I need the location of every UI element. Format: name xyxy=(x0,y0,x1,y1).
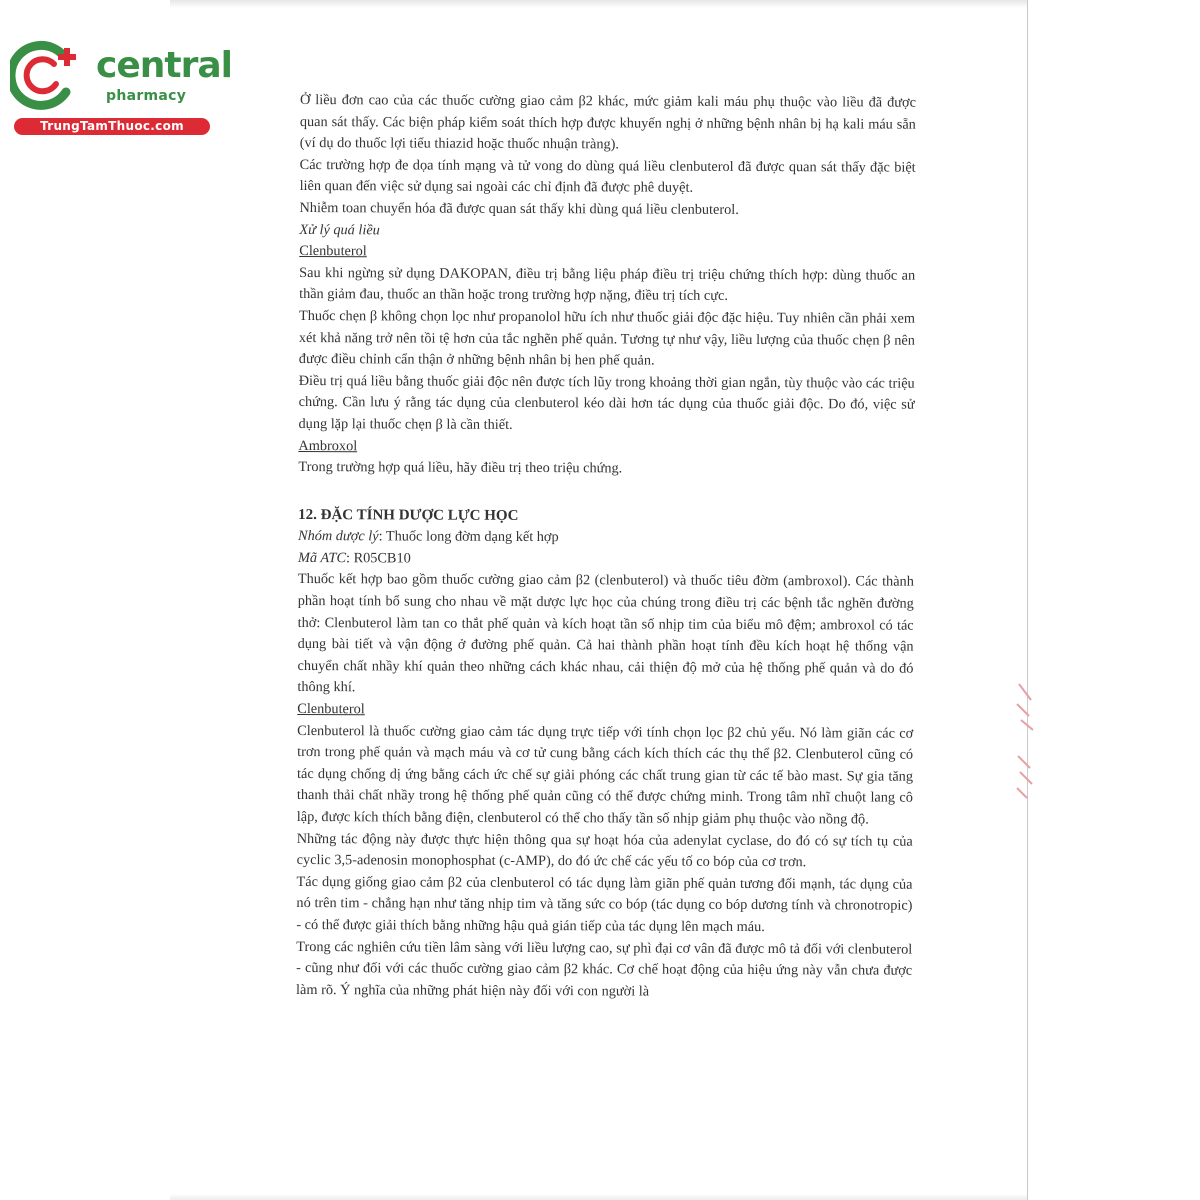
paragraph: Clenbuterol là thuốc cường giao cảm tác dụng trực tiếp với tính chọn lọc β2 chủ yếu. Nó làm giãn các cơ trơn trong phế quản và mạch máu và cơ tử cung bằng cách kích thích các thụ thể β2. Clenbuterol cũng có tác dụng chống dị ứng bằng cách ức chế sự giải phóng các chất trung gian từ các tế bào mast. Sự gia tăng thanh thải chất nhầy trong hệ thống phế quản cũng có thể được chứng minh. Trong tâm nhĩ chuột lang cô lập, được kích thích bằng điện, clenbuterol có thể cho thấy tần số nhịp giảm phụ thuộc vào nồng độ. xyxy=(296,722,914,828)
paragraph: Sau khi ngừng sử dụng DAKOPAN, điều trị bằng liệu pháp điều trị triệu chứng thích hợp: dùng thuốc an thần giảm đau, thuốc an thần hoặc trong trường hợp nặng, điều trị tích cực. xyxy=(299,264,916,305)
paragraph: Trong trường hợp quá liều, hãy điều trị theo triệu chứng. xyxy=(298,459,623,477)
subheading-ambroxol: Ambroxol xyxy=(298,437,358,454)
paragraph: Tác dụng giống giao cảm β2 của clenbuterol có tác dụng làm giãn phế quản tương đối mạnh, tác dụng của nó trên tim - chẳng hạn như tăng nhịp tim và tăng sức co bóp (tác dụng co bóp dương tính và chronotropic) - có thể được giải thích bằng những hậu quả gián tiếp của tác dụng lên mạch máu. xyxy=(296,873,913,936)
central-pharmacy-logo xyxy=(10,38,232,138)
scan-top-shadow xyxy=(170,0,1027,8)
logo-url-badge: TrungTamThuoc.com xyxy=(14,118,210,135)
page-edge xyxy=(1027,0,1028,1200)
subheading-overdose: Xử lý quá liều xyxy=(299,221,380,238)
document-body xyxy=(296,90,916,1004)
paragraph: Trong các nghiên cứu tiền lâm sàng với liều lượng cao, sự phì đại cơ vân đã được mô tả đối với clenbuterol - cũng như đối với các thuốc cường giao cảm β2 khác. Cơ chế hoạt động của hiệu ứng này vẫn chưa được làm rõ. Ý nghĩa của những phát hiện này đối với con người là xyxy=(296,938,913,1000)
pharmacologic-group xyxy=(298,526,914,550)
subheading-clenbuterol: Clenbuterol xyxy=(297,701,365,718)
section-heading-12: 12. ĐẶC TÍNH DƯỢC LỰC HỌC xyxy=(298,506,519,524)
paragraph: Thuốc kết hợp bao gồm thuốc cường giao cảm β2 (clenbuterol) và thuốc tiêu đờm (ambroxol). Các thành phần hoạt tính bổ sung cho nhau về mặt dược lực học của chúng trong điều trị các bệnh tắc nghẽn đường thở: Clenbuterol làm tan co thắt phế quản và kích hoạt tần số nhịp tim của biểu mô đệm; ambroxol có tác dụng bài tiết và vận động ở đường phế quản. Cả hai thành phần hoạt tính đều kích hoạt hệ thống vận chuyển chất nhầy khí quản theo những cách khác nhau, cải thiện độ mở của hệ thống phế quản và do đó thông khí. xyxy=(297,571,914,696)
atc-value: : R05CB10 xyxy=(346,550,411,567)
stamp-fragment-icon xyxy=(1015,680,1035,800)
logo-subtitle: pharmacy xyxy=(106,88,187,104)
atc-label: Mã ATC xyxy=(297,549,347,567)
paragraph: Điều trị quá liều bằng thuốc giải độc nên được tích lũy trong khoảng thời gian ngắn, tùy thuộc vào các triệu chứng. Cần lưu ý rằng tác dụng của clenbuterol kéo dài hơn tác dụng của thuốc giải độc. Do đó, việc sử dụng lặp lại thuốc chẹn β là cần thiết. xyxy=(298,372,915,433)
paragraph: Những tác động này được thực hiện thông qua sự hoạt hóa của adenylat cyclase, do đó có sự tích tụ của cyclic 3,5-adenosin monophosphat (c-AMP), do đó ức chế các yếu tố co bóp của cơ trơn. xyxy=(296,830,913,871)
atc-code xyxy=(298,548,914,572)
paragraph: Ở liều đơn cao của các thuốc cường giao cảm β2 khác, mức giảm kali máu phụ thuộc vào liều đã được quan sát thấy. Các biện pháp kiểm soát thích hợp được khuyến nghị ở những bệnh nhân bị hạ kali máu sẵn (ví dụ do thuốc lợi tiểu thiazid hoặc thuốc nhuận tràng). xyxy=(299,91,916,153)
section-gap xyxy=(298,479,914,508)
paragraph: Thuốc chẹn β không chọn lọc như propanolol hữu ích như thuốc giải độc đặc hiệu. Tuy nhiên cần phải xem xét khả năng trở nên tồi tệ hơn của tắc nghẽn phế quản. Tương tự như vậy, liều lượng của thuốc chẹn β nên được điều chỉnh cẩn thận ở những bệnh nhân bị hen phế quản. xyxy=(298,307,916,369)
subheading-clenbuterol: Clenbuterol xyxy=(299,243,367,260)
paragraph: Các trường hợp đe dọa tính mạng và tử vong do dùng quá liều clenbuterol đã được quan sát thấy đặc biệt liên quan đến việc sử dụng sai ngoài các chỉ định đã được phê duyệt. xyxy=(299,156,916,197)
group-value: : Thuốc long đờm dạng kết hợp xyxy=(378,528,559,546)
logo-brand-name: central xyxy=(96,45,232,86)
group-label: Nhóm dược lý xyxy=(298,528,379,545)
central-logo-mark-icon xyxy=(10,38,94,114)
paragraph: Nhiễm toan chuyển hóa đã được quan sát thấy khi dùng quá liều clenbuterol. xyxy=(299,199,739,218)
scan-bottom-shadow xyxy=(170,1194,1027,1200)
